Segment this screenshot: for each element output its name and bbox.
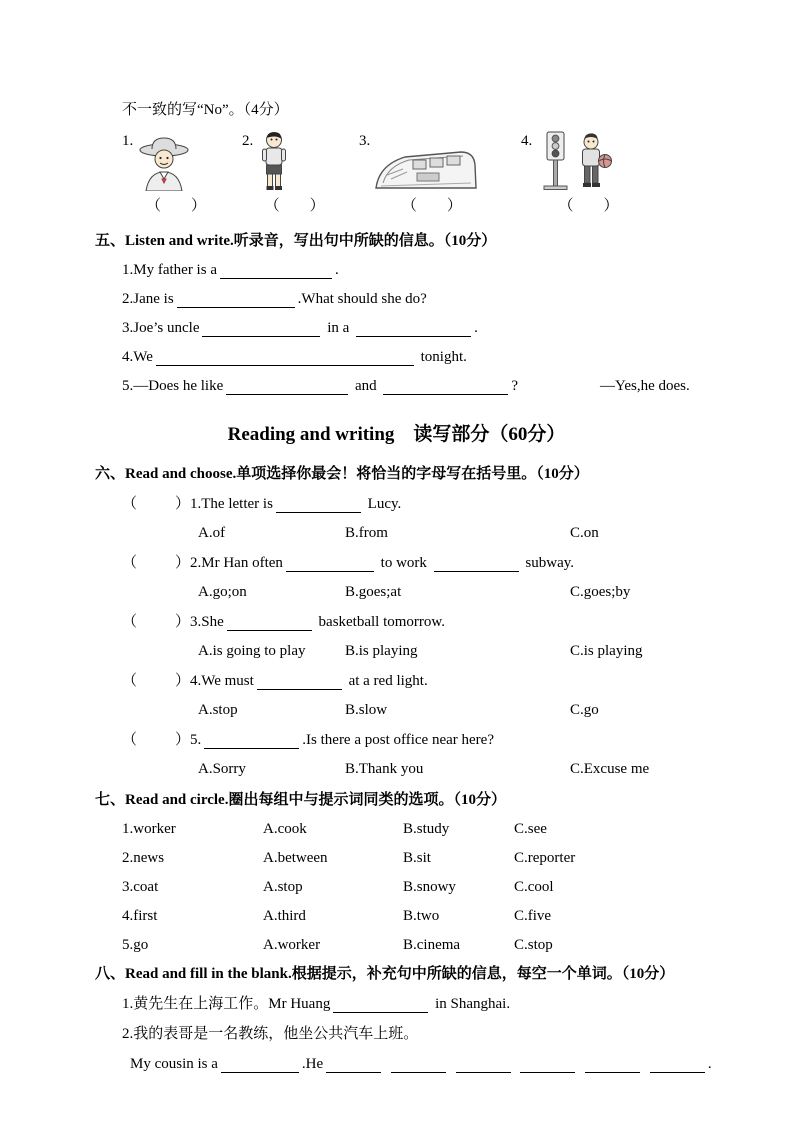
option-b: B.study bbox=[403, 821, 450, 837]
train-image bbox=[373, 145, 478, 191]
option-c: C.on bbox=[570, 525, 599, 541]
stem-text: basketball tomorrow. bbox=[318, 614, 446, 630]
cowboy-man-image bbox=[136, 136, 193, 191]
question-text: 1.黄先生在上海工作。Mr Huang bbox=[122, 996, 331, 1012]
answer-bracket: （ ） bbox=[264, 198, 325, 214]
option-a: A.stop bbox=[263, 879, 303, 895]
option-c: C.reporter bbox=[514, 850, 576, 866]
question-text: .He bbox=[301, 1056, 324, 1072]
picture-number: 3. bbox=[359, 133, 371, 149]
option-b: B.two bbox=[403, 908, 440, 924]
section-read-and-choose bbox=[95, 462, 793, 778]
fill-question-2-hint bbox=[122, 1025, 793, 1043]
answer-blank bbox=[227, 616, 312, 631]
option-c: C.see bbox=[514, 821, 547, 837]
option-a: A.worker bbox=[263, 937, 321, 953]
answer-bracket: （ ） bbox=[401, 198, 462, 214]
answer-blank bbox=[286, 557, 374, 572]
question-text: 2.我的表哥是一名教练，他坐公共汽车上班。 bbox=[122, 1026, 419, 1042]
question-text: 4.We bbox=[122, 349, 153, 365]
choice-q2-stem bbox=[122, 554, 793, 572]
question-text: in Shanghai. bbox=[435, 996, 511, 1012]
option-b: B.Thank you bbox=[345, 761, 424, 777]
section6-title: 六、Read and choose.单项选择你最会！将恰当的字母写在括号里。（10分） bbox=[95, 466, 589, 482]
circle-row-5 bbox=[122, 936, 793, 954]
picture-item-2 bbox=[242, 127, 359, 215]
prompt-word: 1.worker bbox=[122, 821, 176, 837]
option-b: B.goes;at bbox=[345, 584, 402, 600]
answer-blank bbox=[221, 1058, 299, 1073]
option-b: B.slow bbox=[345, 702, 388, 718]
section7-title: 七、Read and circle.圈出每组中与提示词同类的选项。（10分） bbox=[95, 792, 506, 808]
choice-q1-stem bbox=[122, 495, 793, 513]
section8-title: 八、Read and fill in the blank.根据提示，补充句中所缺的信息，每空一个单词。（10分） bbox=[95, 966, 675, 982]
bracket-open: （ bbox=[122, 732, 138, 748]
option-c: C.is playing bbox=[570, 643, 643, 659]
circle-row-2 bbox=[122, 849, 793, 867]
answer-blank bbox=[391, 1058, 446, 1073]
picture-item-1 bbox=[122, 127, 242, 215]
answer-blank bbox=[156, 351, 414, 366]
option-a: A.cook bbox=[263, 821, 307, 837]
stem-text: .Is there a post office near here? bbox=[302, 732, 494, 748]
section-fill-in-the-blank bbox=[95, 962, 793, 1073]
option-b: B.snowy bbox=[403, 879, 456, 895]
answer-blank bbox=[326, 1058, 381, 1073]
traffic-light-boy-image bbox=[535, 129, 617, 191]
listen-question-4 bbox=[122, 348, 793, 366]
answer-blank bbox=[520, 1058, 575, 1073]
stem-text: Lucy. bbox=[367, 496, 402, 512]
answer-bracket: （ ） bbox=[145, 198, 206, 214]
prompt-word: 2.news bbox=[122, 850, 165, 866]
question-text: .What should she do? bbox=[297, 291, 427, 307]
stem-text: ）4.We must bbox=[175, 673, 254, 689]
listen-question-1 bbox=[122, 261, 793, 279]
choice-q5-options bbox=[198, 760, 793, 778]
answer-blank bbox=[202, 322, 320, 337]
choice-q4-stem bbox=[122, 672, 793, 690]
question-text: My cousin is a bbox=[130, 1056, 218, 1072]
option-a: A.stop bbox=[198, 702, 238, 718]
stem-text: ）3.She bbox=[175, 614, 224, 630]
picture-number: 1. bbox=[122, 133, 134, 149]
boy-image bbox=[256, 131, 293, 191]
listen-question-5 bbox=[122, 377, 793, 395]
answer-blank bbox=[257, 675, 342, 690]
answer-blank bbox=[356, 322, 471, 337]
circle-row-4 bbox=[122, 907, 793, 925]
question-text: 2.Jane is bbox=[122, 291, 174, 307]
option-c: C.five bbox=[514, 908, 552, 924]
choice-q1-options bbox=[198, 524, 793, 542]
bracket-open: （ bbox=[122, 614, 138, 630]
option-c: C.go bbox=[570, 702, 599, 718]
reading-writing-heading: Reading and writing 读写部分（60分） bbox=[227, 424, 566, 445]
answer-blank bbox=[333, 998, 428, 1013]
fill-question-2-sentence bbox=[130, 1055, 793, 1073]
option-a: A.Sorry bbox=[198, 761, 246, 777]
section-listen-and-write bbox=[95, 229, 793, 395]
picture-item-3 bbox=[359, 127, 521, 215]
stem-text: at a red light. bbox=[348, 673, 428, 689]
option-b: B.sit bbox=[403, 850, 431, 866]
section-read-and-circle bbox=[95, 788, 793, 954]
option-c: C.cool bbox=[514, 879, 554, 895]
question-text: . bbox=[334, 262, 339, 278]
answer-blank bbox=[650, 1058, 705, 1073]
section5-title: 五、Listen and write.听录音，写出句中所缺的信息。（10分） bbox=[95, 233, 497, 249]
circle-row-3 bbox=[122, 878, 793, 896]
option-a: A.of bbox=[198, 525, 226, 541]
bracket-open: （ bbox=[122, 673, 138, 689]
question-text: 3.Joe’s uncle bbox=[122, 320, 200, 336]
picture-number: 2. bbox=[242, 133, 254, 149]
stem-text: subway. bbox=[525, 555, 575, 571]
question-text: 1.My father is a bbox=[122, 262, 217, 278]
option-b: B.cinema bbox=[403, 937, 461, 953]
listening-instruction: 不一致的写“No”。（4分） bbox=[122, 102, 289, 118]
question-text: tonight. bbox=[420, 349, 467, 365]
listen-question-2 bbox=[122, 290, 793, 308]
picture-number: 4. bbox=[521, 133, 533, 149]
question-text: in a bbox=[327, 320, 350, 336]
answer-text: —Yes,he does. bbox=[600, 378, 690, 394]
answer-blank bbox=[434, 557, 519, 572]
prompt-word: 3.coat bbox=[122, 879, 159, 895]
option-a: A.go;on bbox=[198, 584, 247, 600]
option-b: B.from bbox=[345, 525, 388, 541]
choice-q5-stem bbox=[122, 731, 793, 749]
listen-question-3 bbox=[122, 319, 793, 337]
option-c: C.goes;by bbox=[570, 584, 631, 600]
question-text: and bbox=[354, 378, 377, 394]
stem-text: to work bbox=[380, 555, 427, 571]
choice-q4-options bbox=[198, 701, 793, 719]
answer-blank bbox=[585, 1058, 640, 1073]
answer-blank bbox=[204, 734, 299, 749]
option-a: A.between bbox=[263, 850, 328, 866]
option-a: A.is going to play bbox=[198, 643, 306, 659]
choice-q2-options bbox=[198, 583, 793, 601]
question-text: . bbox=[707, 1056, 712, 1072]
bracket-open: （ bbox=[122, 496, 138, 512]
circle-row-1 bbox=[122, 820, 793, 838]
answer-bracket: （ ） bbox=[558, 198, 619, 214]
option-c: C.stop bbox=[514, 937, 553, 953]
answer-blank bbox=[226, 380, 348, 395]
stem-text: ）5. bbox=[175, 732, 202, 748]
answer-blank bbox=[456, 1058, 511, 1073]
answer-blank bbox=[276, 498, 361, 513]
choice-q3-options bbox=[198, 642, 793, 660]
fill-question-1 bbox=[122, 995, 793, 1013]
choice-q3-stem bbox=[122, 613, 793, 631]
question-text: . bbox=[474, 320, 478, 336]
picture-question-row bbox=[95, 127, 793, 215]
option-a: A.third bbox=[263, 908, 306, 924]
picture-item-4 bbox=[521, 127, 671, 215]
answer-blank bbox=[220, 264, 332, 279]
answer-blank bbox=[383, 380, 508, 395]
stem-text: ）2.Mr Han often bbox=[175, 555, 283, 571]
bracket-open: （ bbox=[122, 555, 138, 571]
prompt-word: 4.first bbox=[122, 908, 158, 924]
option-c: C.Excuse me bbox=[570, 761, 650, 777]
question-text: ? bbox=[511, 378, 519, 394]
prompt-word: 5.go bbox=[122, 937, 149, 953]
answer-blank bbox=[177, 293, 295, 308]
option-b: B.is playing bbox=[345, 643, 418, 659]
question-text: 5.—Does he like bbox=[122, 378, 224, 394]
stem-text: ）1.The letter is bbox=[175, 496, 273, 512]
